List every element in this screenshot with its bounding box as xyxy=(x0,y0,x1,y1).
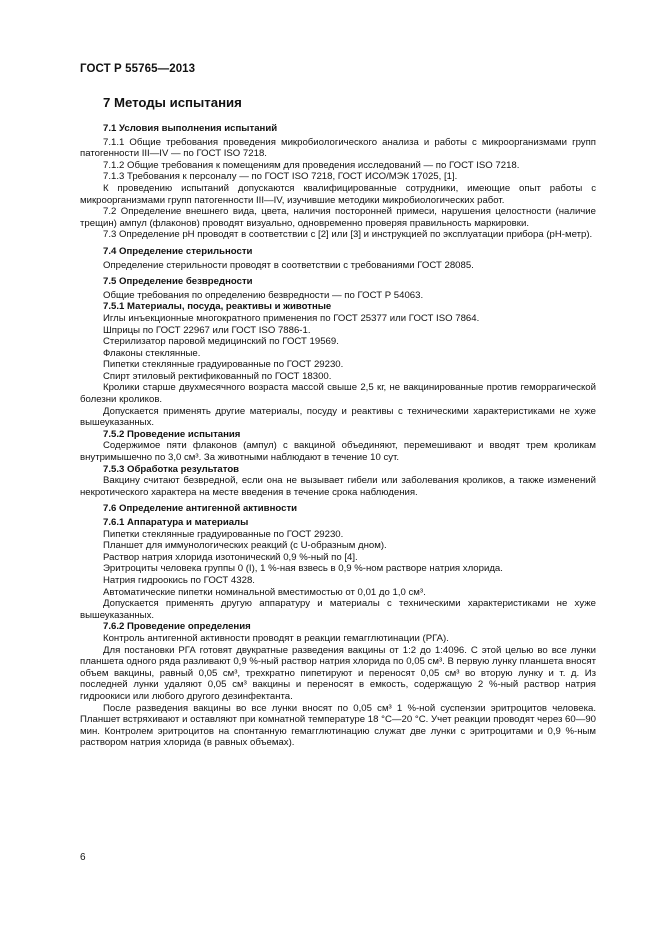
paragraph: Эритроциты человека группы 0 (I), 1 %-ная взвесь в 0,9 %-ном растворе натрия хлорида. xyxy=(103,563,503,575)
paragraph: Спирт этиловый ректификованный по ГОСТ 18300. xyxy=(103,370,332,382)
paragraph: Содержимое пяти флаконов (ампул) с вакциной объединяют, перемешивают и вводят трем кроликам внутримышечно по 3,0 см³. За животными наблюдают в течение 10 сут. xyxy=(80,440,596,464)
section-title: 7 Методы испытания xyxy=(103,95,242,110)
paragraph: Стерилизатор паровой медицинский по ГОСТ 19569. xyxy=(103,336,339,348)
clause-heading: 7.6.1 Аппаратура и материалы xyxy=(103,517,249,528)
paragraph: Пипетки стеклянные градуированные по ГОСТ 29230. xyxy=(103,528,344,540)
document-body xyxy=(80,95,596,749)
paragraph: Планшет для иммунологических реакций (с U-образным дном). xyxy=(103,540,387,552)
paragraph: Допускается применять другую аппаратуру и материалы с техническими характеристиками не хуже вышеуказанных. xyxy=(80,598,596,621)
clause-heading: 7.5.3 Обработка результатов xyxy=(103,463,240,475)
paragraph: Общие требования по определению безвредности — по ГОСТ Р 54063. xyxy=(103,289,424,301)
clause-heading: 7.6.2 Проведение определения xyxy=(103,621,251,633)
paragraph: Шприцы по ГОСТ 22967 или ГОСТ ISO 7886-1. xyxy=(103,324,311,336)
page-number: 6 xyxy=(80,852,86,863)
paragraph: Автоматические пипетки номинальной вместимостью от 0,01 до 1,0 см³. xyxy=(103,586,426,598)
paragraph: Для постановки РГА готовят двукратные разведения вакцины от 1:2 до 1:4096. С этой целью во все лунки планшета одного ряда разливают 0,9 %-ный раствор натрия хлорида по 0,05 см³. В первую лунку планшета вносят объем вакцины, равный 0,05 см³, трехкратно пипетируют и переносят 0,05 см³ во вторую лунку и т. д. Из последней лунки удаляют 0,05 см³ вакцины и переносят в емкость, содержащую 2 %-ный раствор натрия гидроокиси или любого другого дезинфектанта. xyxy=(80,644,596,702)
subsection-heading: 7.6 Определение антигенной активности xyxy=(103,503,298,515)
paragraph: К проведению испытаний допускаются квалифицированные сотрудники, имеющие опыт работы с микроорганизмами групп патогенности III—IV, изучившие методики микробиологических работ. xyxy=(80,182,596,206)
paragraph: Определение стерильности проводят в соответствии с требованиями ГОСТ 28085. xyxy=(103,259,474,271)
paragraph: 7.2 Определение внешнего вида, цвета, наличия посторонней примеси, нарушения целостности (наличие трещин) ампул (флаконов) проводят визуально, одновременно проверяя правильность маркировки. xyxy=(80,206,596,229)
paragraph: 7.1.3 Требования к персоналу — по ГОСТ ISO 7218, ГОСТ ИСО/МЭК 17025, [1]. xyxy=(103,171,458,183)
paragraph: Пипетки стеклянные градуированные по ГОСТ 29230. xyxy=(103,359,344,371)
paragraph: Натрия гидроокись по ГОСТ 4328. xyxy=(103,574,255,586)
paragraph: Иглы инъекционные многократного применения по ГОСТ 25377 или ГОСТ ISO 7864. xyxy=(103,312,480,324)
subsection-heading: 7.5 Определение безвредности xyxy=(103,276,253,288)
paragraph: После разведения вакцины во все лунки вносят по 0,05 см³ 1 %-ной суспензии эритроцитов человека. Планшет встряхивают и оставляют при комнатной температуре 18 °С—20 °С. Учет реакции проводят через 60—90 мин. Контролем эритроцитов на спонтанную гемагглютинацию служат две лунки с эритроцитами и 0,9 %-ным раствором натрия хлорида (в равных объемах). xyxy=(80,702,596,749)
paragraph: Вакцину считают безвредной, если она не вызывает гибели или заболевания кроликов, а также изменений некротического характера на месте введения в течение срока наблюдения. xyxy=(80,475,596,498)
clause-heading: 7.5.1 Материалы, посуда, реактивы и животные xyxy=(103,301,332,313)
paragraph: 7.1.2 Общие требования к помещениям для проведения исследований — по ГОСТ ISO 7218. xyxy=(103,159,520,171)
clause-heading: 7.5.2 Проведение испытания xyxy=(103,428,241,440)
paragraph: Раствор натрия хлорида изотонический 0,9 %-ный по [4]. xyxy=(103,551,358,563)
document-header: ГОСТ Р 55765—2013 xyxy=(80,63,196,75)
paragraph: Кролики старше двухмесячного возраста массой свыше 2,5 кг, не вакцинированные против геморрагической болезни кроликов. xyxy=(80,382,596,406)
paragraph: 7.1.1 Общие требования проведения микробиологического анализа и работы с микроорганизмами групп патогенности III—IV — по ГОСТ ISO 7218. xyxy=(80,136,596,160)
subsection-heading: 7.4 Определение стерильности xyxy=(103,245,253,257)
paragraph: Контроль антигенной активности проводят в реакции гемагглютинации (РГА). xyxy=(103,632,449,644)
paragraph: Допускается применять другие материалы, посуду и реактивы с техническими характеристиками не хуже вышеуказанных. xyxy=(80,405,596,429)
paragraph: Флаконы стеклянные. xyxy=(103,347,201,359)
subsection-heading: 7.1 Условия выполнения испытаний xyxy=(103,123,278,134)
paragraph: 7.3 Определение pH проводят в соответствии с [2] или [3] и инструкцией по эксплуатации прибора (pH-метр). xyxy=(103,229,593,241)
